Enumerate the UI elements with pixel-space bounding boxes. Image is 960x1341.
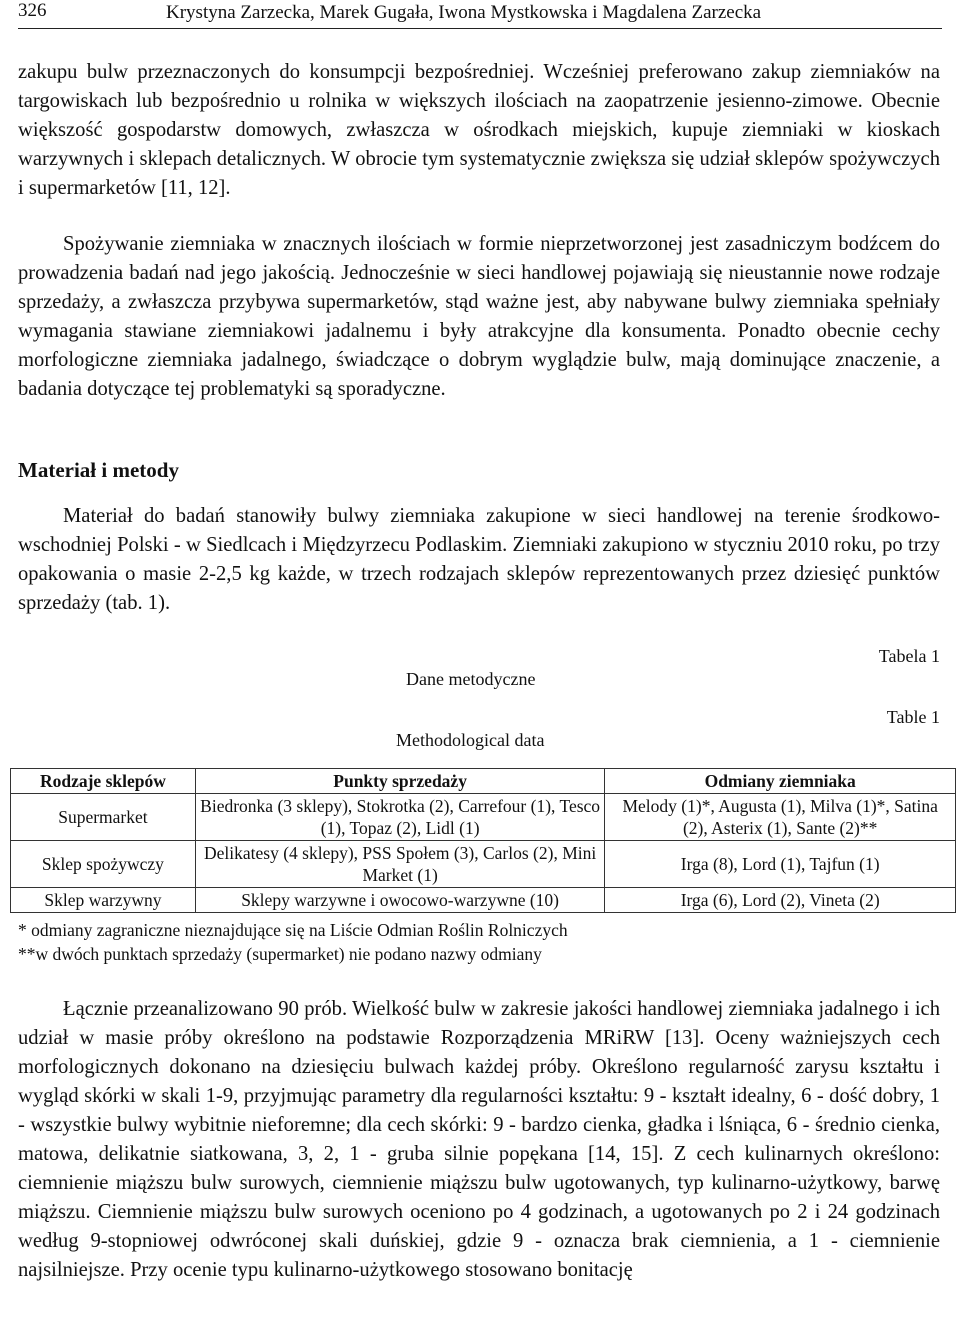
table-cell: Biedronka (3 sklepy), Stokrotka (2), Carrefour (1), Tesco (1), Topaz (2), Lidl (1) (195, 794, 605, 841)
table-row (11, 794, 956, 841)
table-cell: Sklep warzywny (11, 888, 196, 913)
running-head: Krystyna Zarzecka, Marek Gugała, Iwona Mystkowska i Magdalena Zarzecka (166, 2, 762, 23)
table-cell: Supermarket (11, 794, 196, 841)
table-cell: Delikatesy (4 sklepy), PSS Społem (3), Carlos (2), Mini Market (1) (195, 841, 605, 888)
table-row (11, 841, 956, 888)
header-sales-points: Punkty sprzedaży (195, 769, 605, 794)
table-cell: Melody (1)*, Augusta (1), Milva (1)*, Satina (2), Asterix (1), Sante (2)** (605, 794, 956, 841)
table-cell: Irga (8), Lord (1), Tajfun (1) (605, 841, 956, 888)
table-title-pl: Dane metodyczne (406, 669, 536, 689)
intro-paragraph-1: zakupu bulw przeznaczonych do konsumpcji bezpośredniej. Wcześniej preferowano zakup ziemniaków na targowiskach lub bezpośrednio u rolnika w większych ilościach na zaopatrzenie jesienno-zimowe. Obecnie większość gospodarstw domowych, zwłaszcza w ośrodkach miejskich, kupuje ziemniaki w kioskach warzywnych i sklepach detalicznych. W obrocie tym systematycznie zwiększa się udział sklepów spożywczych i supermarketów [11, 12]. (18, 61, 940, 199)
table-cell: Sklep spożywczy (11, 841, 196, 888)
table-label-en: Table 1 (886, 707, 940, 727)
methods-paragraph-1: Materiał do badań stanowiły bulwy ziemniaka zakupione w sieci handlowej na terenie środkowo-wschodniej Polski - w Siedlcach i Międzyrzecu Podlaskim. Ziemniaki zakupiono w styczniu 2010 roku, po trzy opakowania o masie 2-2,5 kg każde, w trzech rodzajach sklepów reprezentowanych przez dziesięć punktów sprzedaży (tab. 1). (18, 505, 940, 614)
table-row (11, 888, 956, 913)
table-cell: Irga (6), Lord (2), Vineta (2) (605, 888, 956, 913)
table-footnote-2: **w dwóch punktach sprzedaży (supermarket) nie podano nazwy odmiany (18, 944, 542, 964)
page-header (18, 0, 942, 29)
page-number: 326 (18, 0, 47, 21)
intro-paragraph-2: Spożywanie ziemniaka w znacznych ilościach w formie nieprzetworzonej jest zasadniczym bodźcem do prowadzenia badań nad jego jakością. Jednocześnie w sieci handlowej pojawiają się nieustannie nowe rodzaje sprzedaży, a zwłaszcza przybywa supermarketów, stąd ważne jest, aby nabywane bulwy ziemniaka spełniały wymagania stawiane ziemniakowi jadalnemu i były atrakcyjne dla konsumenta. Ponadto obecnie cechy morfologiczne ziemniaka jadalnego, świadczące o dobrym wyglądzie bulw, mają dominujące znaczenie, a badania dotyczące tej problematyki są sporadyczne. (18, 233, 940, 400)
table-label-pl: Tabela 1 (878, 646, 940, 666)
section-title: Materiał i metody (18, 458, 179, 482)
header-shop-type: Rodzaje sklepów (11, 769, 196, 794)
table-cell: Sklepy warzywne i owocowo-warzywne (10) (195, 888, 605, 913)
header-varieties: Odmiany ziemniaka (605, 769, 956, 794)
table-header-row (11, 769, 956, 794)
table-footnote-1: * odmiany zagraniczne nieznajdujące się na Liście Odmian Roślin Rolniczych (18, 920, 568, 940)
methodology-table (10, 768, 956, 913)
table-title-en: Methodological data (396, 730, 545, 750)
methods-paragraph-2: Łącznie przeanalizowano 90 prób. Wielkość bulw w zakresie jakości handlowej ziemniaka jadalnego i ich udział w masie próby określono na podstawie Rozporządzenia MRiRW [13]. Oceny ważniejszych cech morfologicznych dokonano na dziesięciu bulwach każdej próby. Określono regularność zarysu kształtu i wygląd skórki w skali 1-9, przyjmując parametry dla regularności kształtu: 9 - kształt idealny, 6 - dość dobry, 1 - wszystkie bulwy wybitnie nieforemne; dla cech skórki: 9 - bardzo cienka, gładka i lśniąca, 6 - średnio cienka, matowa, delikatnie siatkowana, 3, 2, 1 - gruba silnie popękana [14, 15]. Z cech kulinarnych określono: ciemnienie miąższu bulw surowych, ciemnienie miąższu bulw ugotowanych, typ kulinarno-użytkowy, barwę miąższu. Ciemnienie miąższu bulw surowych oceniono po 4 godzinach, a ugotowanych po 2 i 24 godzinach według 9-stopniowej odwróconej skali duńskiej, gdzie 9 - oznacza brak ciemnienia, a 1 - ciemnienie najsilniejsze. Przy ocenie typu kulinarno-użytkowego stosowano bonitację (18, 998, 940, 1281)
